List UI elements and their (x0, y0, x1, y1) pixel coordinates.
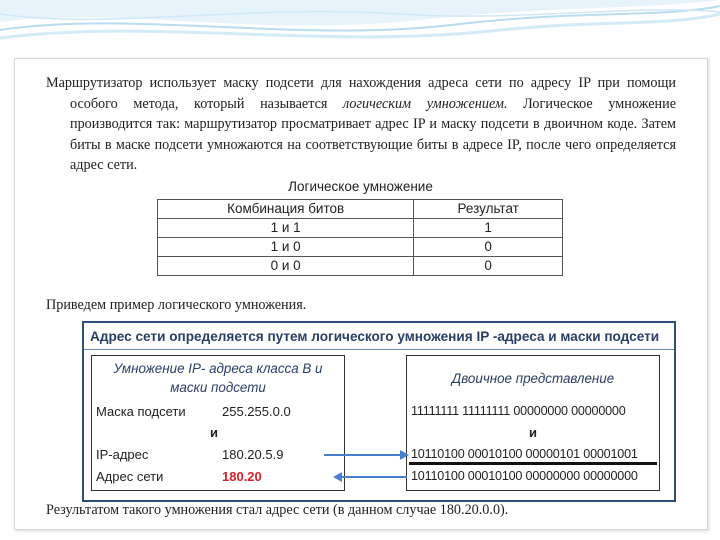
table-row (158, 257, 563, 276)
result-sentence: Результатом такого умножения стал адрес сети (в данном случае 180.20.0.0). (46, 502, 509, 518)
table-header-cell: Комбинация битов (158, 200, 414, 219)
logic-table (157, 199, 563, 276)
table-header-cell: Результат (414, 200, 563, 219)
result-divider (409, 462, 657, 465)
intro-text-part2: Логическое умножение производится так: маршрутизатор просматривает адрес IP и маску подсети в двоичном коде. Затем биты в маске подсети умножаются на соответствующие биты в адресе IP, после чего определяется адрес сети. (70, 95, 676, 173)
arrow-to-decimal (341, 476, 407, 478)
arrow-to-binary (324, 454, 403, 456)
ip-value: 180.20.5.9 (222, 447, 284, 462)
table-row (158, 238, 563, 257)
mask-label: Маска подсети (96, 404, 186, 419)
and-conjunction-left: и (210, 425, 218, 440)
example-intro: Приведем пример логического умножения. (46, 297, 307, 313)
decimal-heading-line1: Умножение IP- адреса класса В и (113, 361, 323, 376)
table-cell: 1 (414, 219, 563, 238)
network-address-value: 180.20 (222, 469, 262, 484)
table-row (158, 219, 563, 238)
mask-value: 255.255.0.0 (222, 404, 291, 419)
intro-paragraph (46, 73, 676, 176)
table-cell: 1 и 1 (158, 219, 414, 238)
intro-text-part1: Маршрутизатор использует маску подсети для нахождения адреса сети по адресу IP при помощи особого метода, который называется (46, 75, 676, 112)
arrow-head-left-icon (333, 472, 342, 482)
binary-mask: 11111111 11111111 00000000 00000000 (411, 404, 626, 418)
network-address-diagram (82, 321, 676, 502)
binary-panel (406, 355, 660, 491)
diagram-header: Адрес сети определяется путем логического умножения IP -адреса и маски подсети (84, 323, 674, 350)
and-conjunction-right: и (529, 425, 537, 440)
ip-label: IP-адрес (96, 447, 149, 462)
decimal-panel-heading (92, 359, 344, 397)
binary-panel-heading: Двоичное представление (451, 371, 615, 386)
binary-ip: 10110100 00010100 00000101 00001001 (411, 447, 638, 461)
table-cell: 1 и 0 (158, 238, 414, 257)
intro-emphasis: логическим умножением. (343, 95, 508, 112)
table-cell: 0 (414, 238, 563, 257)
table-cell: 0 и 0 (158, 257, 414, 276)
binary-network-address: 10110100 00010100 00000000 00000000 (411, 469, 638, 483)
logic-table-title: Логическое умножение (288, 179, 433, 194)
network-address-label: Адрес сети (96, 469, 164, 484)
table-cell: 0 (414, 257, 563, 276)
table-header-row (158, 200, 563, 219)
arrow-head-right-icon (400, 450, 409, 460)
decimal-heading-line2: маски подсети (170, 380, 266, 395)
decimal-panel (91, 355, 345, 491)
